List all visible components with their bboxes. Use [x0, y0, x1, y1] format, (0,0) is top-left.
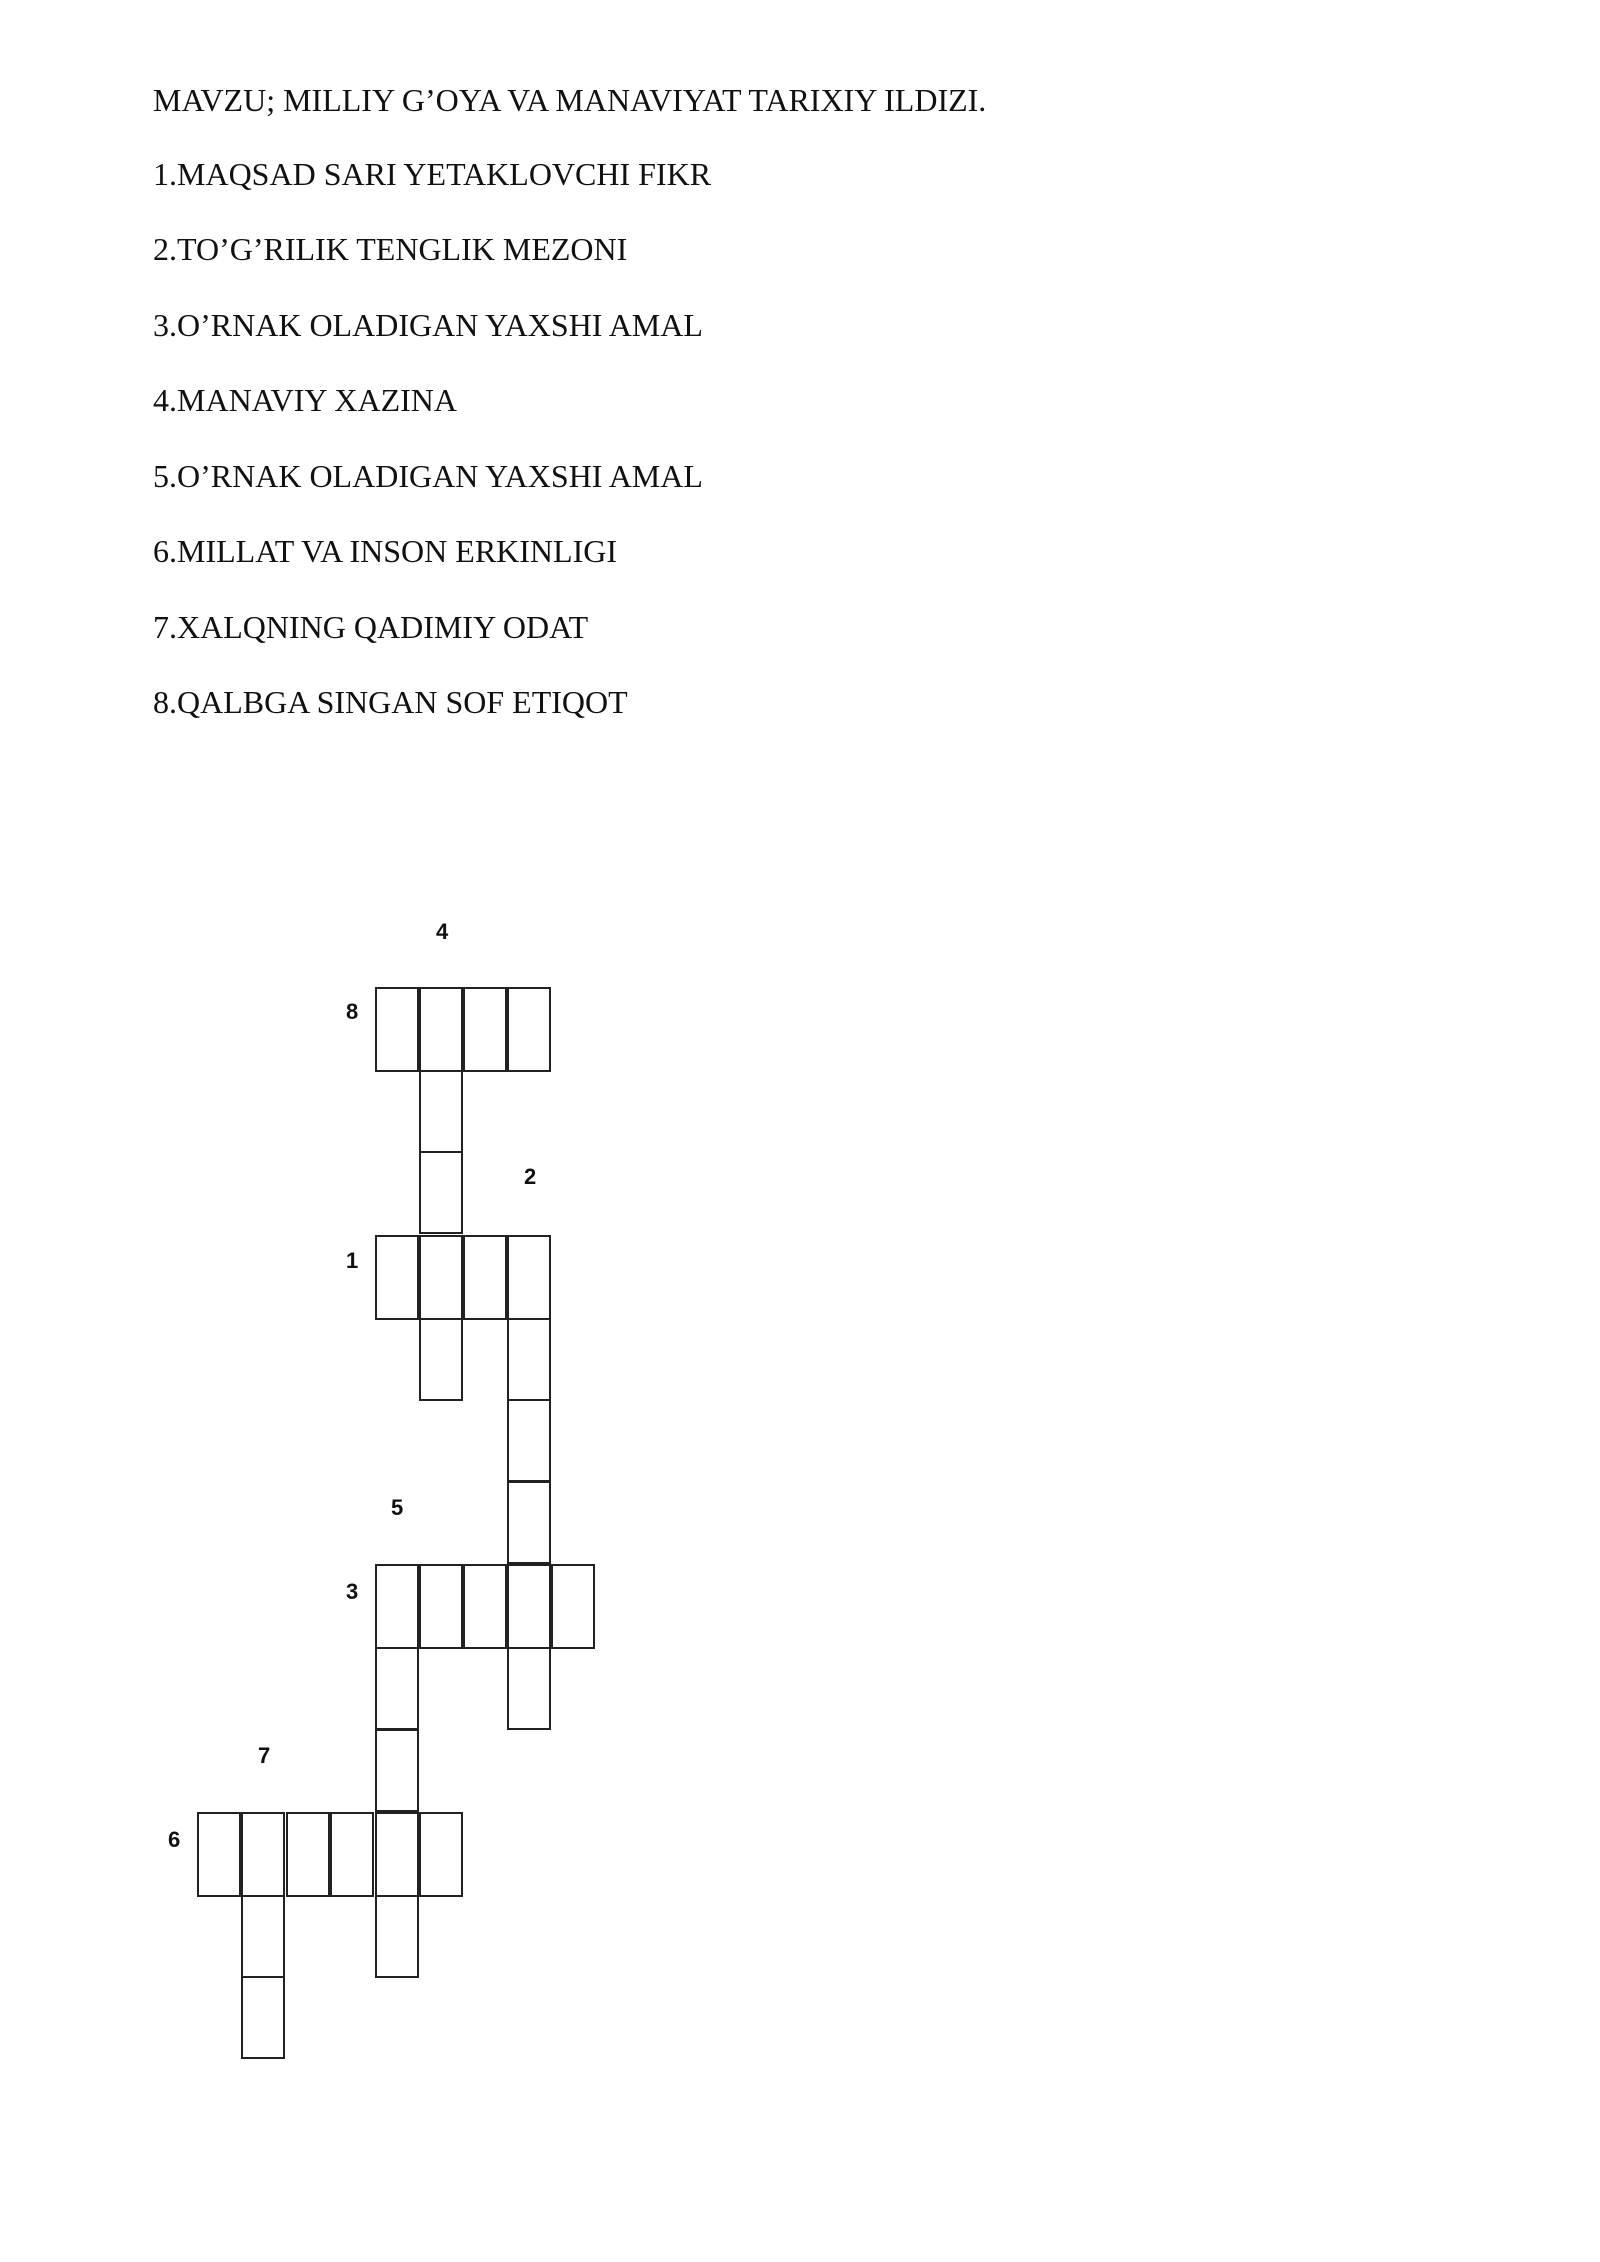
crossword-cell[interactable]: [375, 1564, 419, 1649]
crossword-cell[interactable]: [419, 1812, 463, 1897]
crossword-label-7: 7: [258, 1743, 271, 1768]
crossword-cell[interactable]: [551, 1564, 595, 1649]
crossword-cell[interactable]: [507, 1235, 551, 1320]
crossword-cell[interactable]: [507, 1564, 551, 1649]
crossword-cell[interactable]: [241, 1812, 285, 1897]
clue-6: 6.MILLAT VA INSON ERKINLIGI: [153, 533, 617, 569]
clue-8: 8.QALBGA SINGAN SOF ETIQOT: [153, 684, 628, 720]
crossword-cell[interactable]: [241, 1895, 285, 1978]
clue-5: 5.O’RNAK OLADIGAN YAXSHI AMAL: [153, 458, 703, 494]
crossword-cell[interactable]: [507, 1399, 551, 1482]
clue-4: 4.MANAVIY XAZINA: [153, 382, 457, 418]
clue-2: 2.TO’G’RILIK TENGLIK MEZONI: [153, 231, 628, 267]
clue-1: 1.MAQSAD SARI YETAKLOVCHI FIKR: [153, 156, 712, 192]
crossword-cell[interactable]: [375, 1895, 419, 1978]
crossword-label-2: 2: [524, 1164, 537, 1189]
crossword-cell[interactable]: [507, 1647, 551, 1730]
crossword-cell[interactable]: [286, 1812, 330, 1897]
crossword-cell[interactable]: [507, 1481, 551, 1564]
crossword-cell[interactable]: [241, 1976, 285, 2059]
crossword-cell[interactable]: [419, 1070, 463, 1153]
crossword-cell[interactable]: [375, 1812, 419, 1897]
crossword-cell[interactable]: [419, 1318, 463, 1401]
clue-7: 7.XALQNING QADIMIY ODAT: [153, 609, 589, 645]
crossword-label-5: 5: [391, 1495, 404, 1520]
crossword-cell[interactable]: [330, 1812, 374, 1897]
crossword-label-8: 8: [346, 999, 359, 1024]
crossword-label-6: 6: [168, 1827, 181, 1852]
crossword-label-1: 1: [346, 1248, 359, 1273]
crossword-cell[interactable]: [375, 1729, 419, 1812]
crossword-cell[interactable]: [419, 987, 463, 1072]
crossword-cell[interactable]: [375, 1235, 419, 1320]
crossword-cell[interactable]: [375, 1647, 419, 1730]
crossword-cell[interactable]: [419, 1151, 463, 1234]
crossword-cell[interactable]: [463, 1235, 507, 1320]
crossword-cell[interactable]: [419, 1235, 463, 1320]
crossword-label-4: 4: [436, 919, 449, 944]
crossword-cell[interactable]: [419, 1564, 463, 1649]
crossword-cell[interactable]: [375, 987, 419, 1072]
crossword-cell[interactable]: [507, 987, 551, 1072]
clue-3: 3.O’RNAK OLADIGAN YAXSHI AMAL: [153, 307, 703, 343]
page-title: MAVZU; MILLIY G’OYA VA MANAVIYAT TARIXIY ILDIZI.: [153, 82, 987, 118]
crossword-cell[interactable]: [197, 1812, 241, 1897]
crossword-cell[interactable]: [507, 1318, 551, 1401]
crossword-cell[interactable]: [463, 987, 507, 1072]
crossword-label-3: 3: [346, 1579, 359, 1604]
crossword-cell[interactable]: [463, 1564, 507, 1649]
